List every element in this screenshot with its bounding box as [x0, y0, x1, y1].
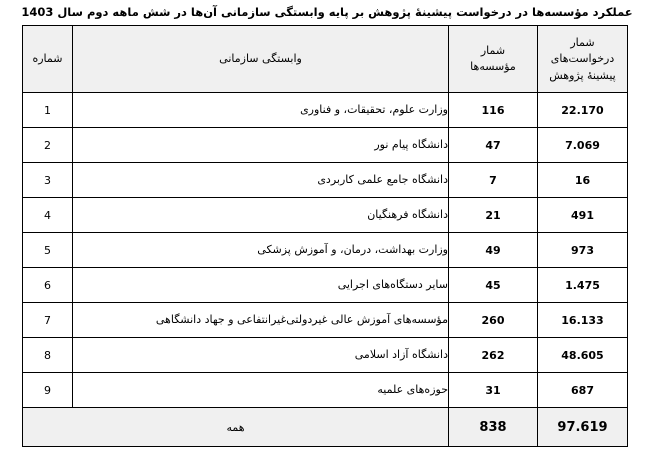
cell-affiliation: دانشگاه پیام نور — [73, 128, 449, 163]
header-line-1: شمار — [480, 43, 506, 57]
cell-institution-count: 116 — [449, 93, 538, 128]
column-header-institution-count — [449, 26, 538, 93]
table-row — [23, 303, 628, 338]
table-row — [23, 198, 628, 233]
table-row — [23, 373, 628, 408]
cell-institution-count: 262 — [449, 338, 538, 373]
header-line-2: درخواست‌های — [550, 52, 615, 66]
table-body — [23, 93, 628, 447]
cell-research-requests: 491 — [538, 198, 628, 233]
cell-affiliation: دانشگاه جامع علمی کاربردی — [73, 163, 449, 198]
table-container — [27, 25, 628, 447]
table-row — [23, 163, 628, 198]
cell-institution-count: 45 — [449, 268, 538, 303]
cell-affiliation: وزارت بهداشت، درمان، و آموزش پزشکی — [73, 233, 449, 268]
header-line-1: شمار — [570, 35, 595, 49]
cell-institution-count: 47 — [449, 128, 538, 163]
cell-index: 1 — [23, 93, 73, 128]
cell-index: 9 — [23, 373, 73, 408]
table-row — [23, 93, 628, 128]
cell-index: 2 — [23, 128, 73, 163]
cell-research-requests: 687 — [538, 373, 628, 408]
table-row — [23, 338, 628, 373]
cell-index: 6 — [23, 268, 73, 303]
cell-index: 8 — [23, 338, 73, 373]
cell-research-requests: 48.605 — [538, 338, 628, 373]
table-total-row — [23, 408, 628, 447]
total-institution-count: 838 — [449, 408, 538, 447]
cell-research-requests: 7.069 — [538, 128, 628, 163]
cell-index: 7 — [23, 303, 73, 338]
cell-affiliation: دانشگاه فرهنگیان — [73, 198, 449, 233]
cell-institution-count: 260 — [449, 303, 538, 338]
table-row — [23, 128, 628, 163]
cell-affiliation: مؤسسه‌های آموزش عالی غیردولتی‌غیرانتفاعی و جهاد دانشگاهی — [73, 303, 449, 338]
header-line-3: پیشینۀ پژوهش — [549, 68, 616, 82]
total-research-requests: 97.619 — [538, 408, 628, 447]
cell-research-requests: 16 — [538, 163, 628, 198]
page-title: عملکرد مؤسسه‌ها در درخواست پیشینۀ پژوهش بر پایه وابستگی سازمانی آن‌ها در شش ماهه دوم سال 1403 — [21, 5, 633, 19]
cell-index: 3 — [23, 163, 73, 198]
table-header — [23, 26, 628, 93]
table-row — [23, 268, 628, 303]
cell-institution-count: 49 — [449, 233, 538, 268]
cell-index: 4 — [23, 198, 73, 233]
cell-index: 5 — [23, 233, 73, 268]
cell-research-requests: 1.475 — [538, 268, 628, 303]
cell-affiliation: وزارت علوم، تحقیقات، و فناوری — [73, 93, 449, 128]
cell-institution-count: 7 — [449, 163, 538, 198]
cell-research-requests: 16.133 — [538, 303, 628, 338]
table-row — [23, 233, 628, 268]
cell-affiliation: حوزه‌های علمیه — [73, 373, 449, 408]
column-header-affiliation: وابستگی سازمانی — [73, 26, 449, 93]
cell-research-requests: 973 — [538, 233, 628, 268]
header-line-2: مؤسسه‌ها — [470, 60, 516, 74]
cell-affiliation: دانشگاه آزاد اسلامی — [73, 338, 449, 373]
cell-research-requests: 22.170 — [538, 93, 628, 128]
column-header-index: شماره — [23, 26, 73, 93]
cell-institution-count: 31 — [449, 373, 538, 408]
column-header-research-requests — [538, 26, 628, 93]
cell-institution-count: 21 — [449, 198, 538, 233]
header-row — [23, 26, 628, 93]
cell-affiliation: سایر دستگاه‌های اجرایی — [73, 268, 449, 303]
institution-performance-table — [22, 25, 628, 447]
total-row-label: همه — [23, 408, 449, 447]
